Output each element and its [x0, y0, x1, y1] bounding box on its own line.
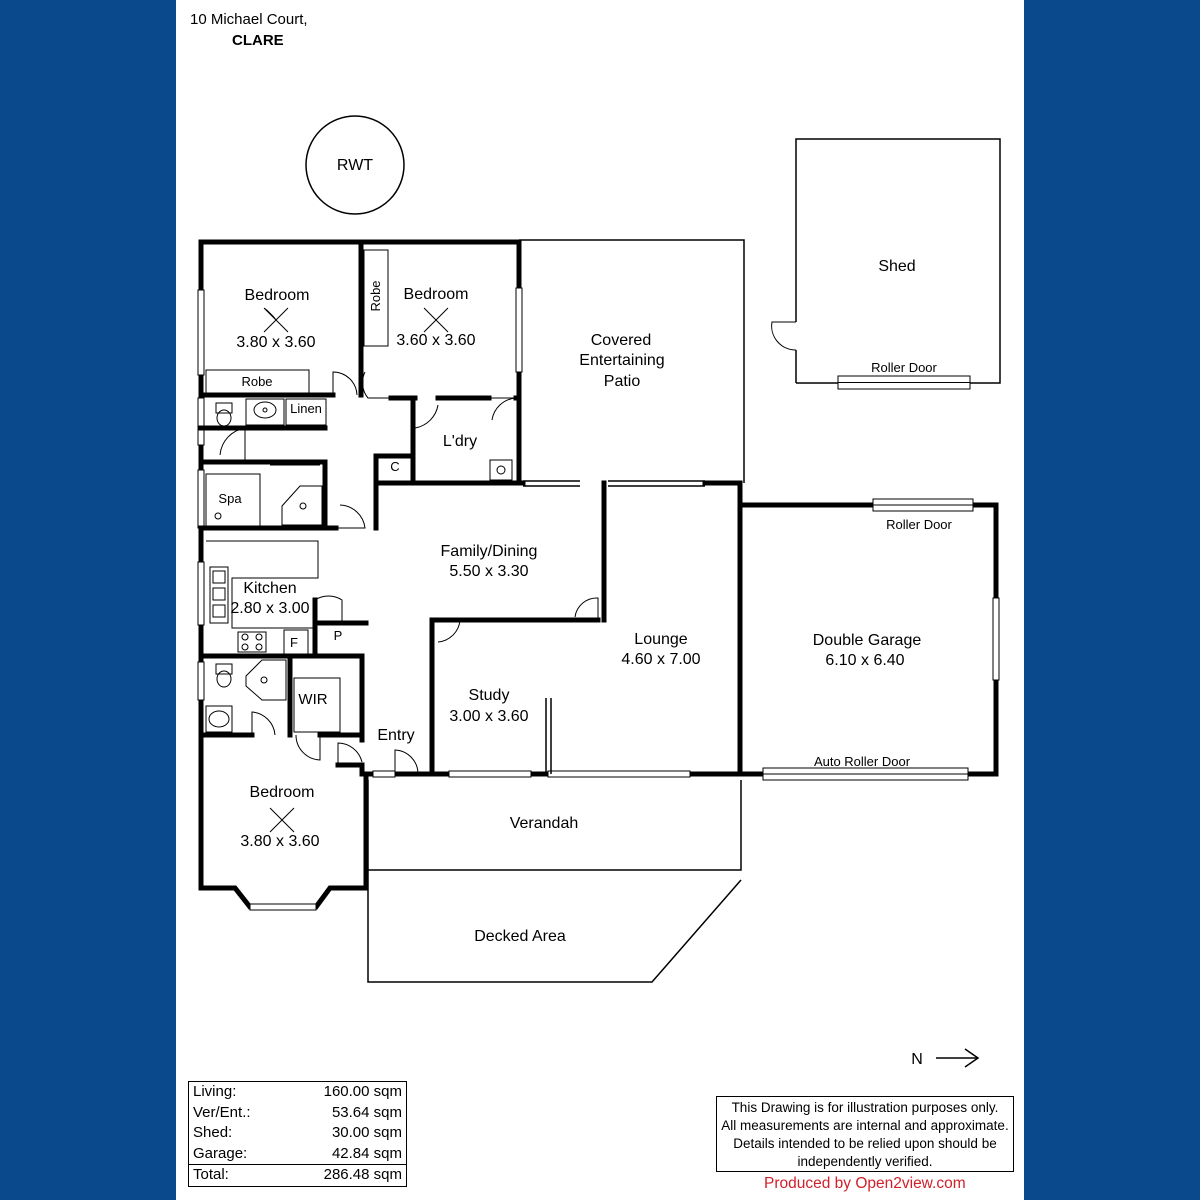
- study-name: Study: [468, 687, 510, 704]
- patio-label-1: Covered: [590, 332, 652, 349]
- area-label: Ver/Ent.:: [193, 1103, 251, 1121]
- disclaimer-box: [716, 1096, 1014, 1172]
- bedroom2-name: Bedroom: [403, 286, 469, 303]
- north-arrow-icon: [936, 1049, 978, 1067]
- bedroom3-name: Bedroom: [249, 784, 315, 801]
- disclaimer-line: All measurements are internal and approximate.: [721, 1118, 1009, 1133]
- internal-walls: [201, 242, 604, 774]
- garage-dim: 6.10 x 6.40: [825, 652, 905, 669]
- area-row-verandah: [189, 1103, 406, 1124]
- bedroom2-dim: 3.60 x 3.60: [396, 332, 476, 349]
- garage-name: Double Garage: [812, 632, 922, 649]
- area-summary-table: [188, 1081, 407, 1187]
- total-label: Total:: [193, 1166, 229, 1183]
- lounge-name: Lounge: [634, 631, 688, 648]
- area-value: 42.84 sqm: [331, 1144, 402, 1162]
- patio-label-3: Patio: [603, 373, 641, 390]
- area-label: Garage:: [193, 1144, 248, 1162]
- ceiling-fan-icon: [264, 308, 448, 832]
- bedroom1-dim: 3.80 x 3.60: [236, 334, 316, 351]
- disclaimer-line: independently verified.: [797, 1154, 933, 1169]
- door-swings: [220, 372, 598, 774]
- shed-label: Shed: [878, 258, 916, 275]
- disclaimer-line: Details intended to be relied upon should be: [733, 1136, 997, 1151]
- robe2-label: Robe: [368, 280, 383, 312]
- laundry-label: L'dry: [442, 433, 478, 450]
- garage-auto-door-label: Auto Roller Door: [813, 754, 911, 769]
- kitchen-dim: 2.80 x 3.00: [230, 600, 310, 617]
- family-dining-dim: 5.50 x 3.30: [449, 563, 529, 580]
- kitchen-name: Kitchen: [243, 580, 297, 597]
- wir-label: WIR: [298, 691, 328, 708]
- total-value: 286.48 sqm: [323, 1166, 402, 1183]
- shed-door-label: Roller Door: [871, 360, 937, 375]
- cupboard-label: C: [390, 459, 400, 474]
- decked-area-label: Decked Area: [474, 928, 566, 945]
- area-label: Living:: [193, 1083, 237, 1100]
- producer-credit: Produced by Open2view.com: [764, 1175, 966, 1192]
- verandah-label: Verandah: [509, 815, 579, 832]
- area-value: 30.00 sqm: [331, 1124, 402, 1141]
- area-row-total: [189, 1164, 406, 1186]
- patio-label-2: Entertaining: [579, 352, 665, 369]
- kitchen-fixtures: [206, 541, 318, 654]
- pantry-label: P: [333, 628, 343, 643]
- linen-label: Linen: [290, 401, 322, 416]
- area-value: 53.64 sqm: [331, 1103, 402, 1121]
- area-row-shed: [189, 1123, 406, 1144]
- bedroom1-name: Bedroom: [244, 287, 310, 304]
- north-label: N: [911, 1051, 923, 1068]
- spa-label: Spa: [218, 491, 242, 506]
- rwt-label: RWT: [336, 157, 374, 174]
- lounge-dim: 4.60 x 7.00: [621, 651, 701, 668]
- address-suburb: CLARE: [232, 32, 284, 49]
- area-row-garage: [189, 1144, 406, 1165]
- decked-area-outline: [368, 870, 741, 982]
- family-dining-name: Family/Dining: [440, 543, 538, 560]
- area-value: 160.00 sqm: [323, 1083, 402, 1100]
- disclaimer-line: This Drawing is for illustration purposes only.: [731, 1100, 999, 1115]
- laundry-tub: [490, 460, 512, 480]
- address-street: 10 Michael Court,: [190, 11, 308, 28]
- area-row-living: [189, 1082, 406, 1103]
- shed-door-swing: [772, 322, 796, 350]
- study-dim: 3.00 x 3.60: [449, 708, 529, 725]
- garage-roller-door-label: Roller Door: [886, 517, 952, 532]
- fridge-label: F: [290, 635, 298, 650]
- bedroom3-dim: 3.80 x 3.60: [240, 833, 320, 850]
- area-label: Shed:: [193, 1124, 233, 1141]
- robe1-label: Robe: [241, 374, 273, 389]
- entry-label: Entry: [377, 727, 415, 744]
